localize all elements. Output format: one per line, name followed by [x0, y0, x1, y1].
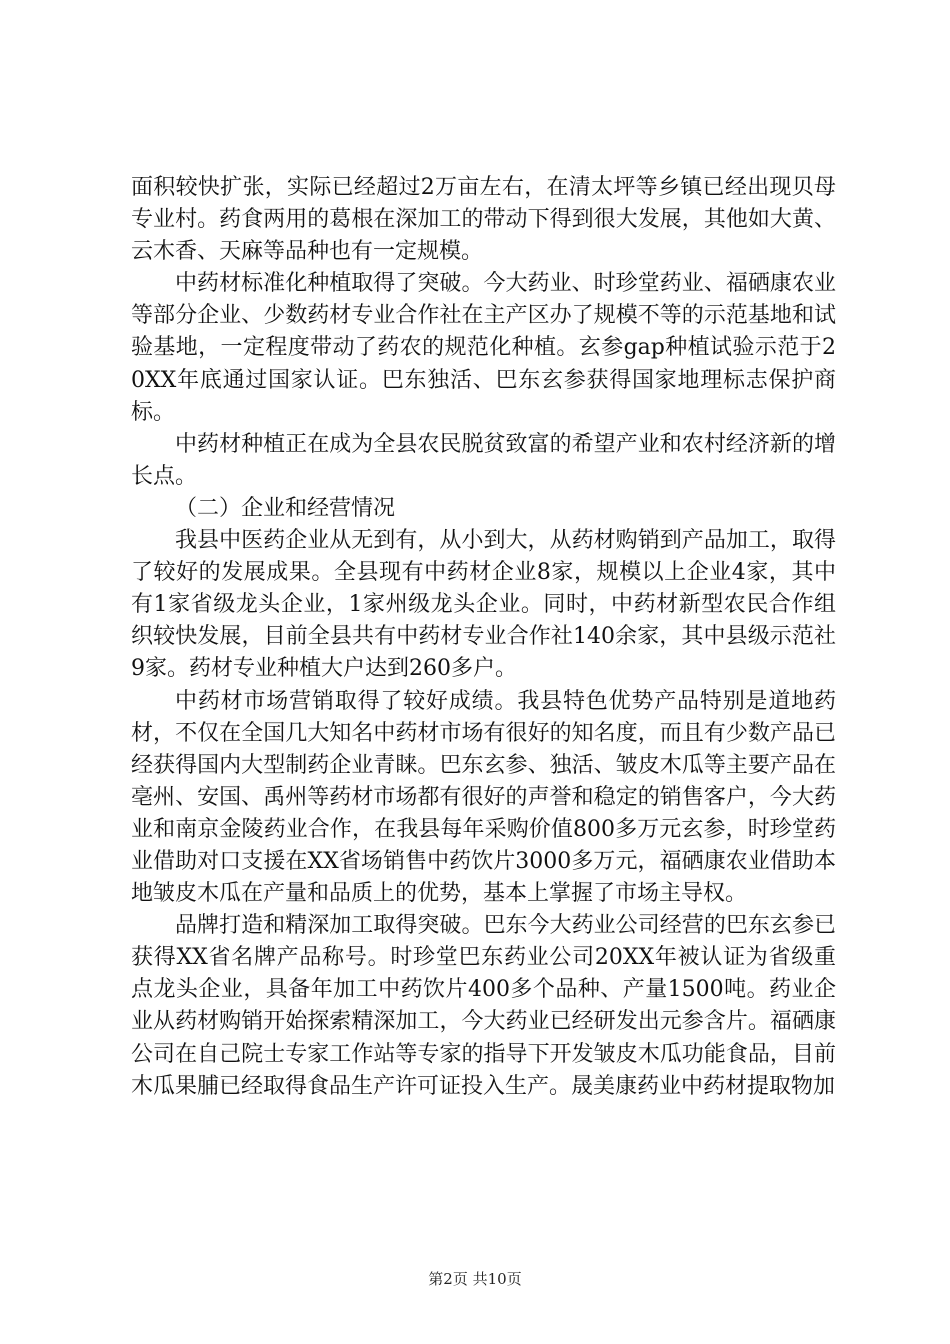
- page-number-footer: 第2页 共10页: [428, 1270, 522, 1288]
- section-heading-enterprises: （二）企业和经营情况: [175, 495, 396, 521]
- paragraph-planting-area: 面积较快扩张，实际已经超过2万亩左右，在清太坪等乡镇已经出现贝母专业村。药食两用的葛根在深加工的带动下得到很大发展，其他如大黄、云木香、天麻等品种也有一定规模。: [131, 175, 836, 265]
- paragraph-brand-processing: 品牌打造和精深加工取得突破。巴东今大药业公司经营的巴东玄参已获得XX省名牌产品称号。时珍堂巴东药业公司20XX年被认证为省级重点龙头企业，具备年加工中药饮片400多个品种、产量1500吨。药业企业从药材购销开始探索精深加工，今大药业已经研发出元参含片。福硒康公司在自己院士专家工作站等专家的指导下开发皱皮木瓜功能食品，目前木瓜果脯已经取得食品生产许可证投入生产。晟美康药业中药材提取物加: [131, 913, 836, 1099]
- paragraph-standardized-planting: 中药材标准化种植取得了突破。今大药业、时珍堂药业、福硒康农业等部分企业、少数药材专业合作社在主产区办了规模不等的示范基地和试验基地，一定程度带动了药农的规范化种植。玄参gap种植试验示范于20XX年底通过国家认证。巴东独活、巴东玄参获得国家地理标志保护商标。: [131, 271, 836, 425]
- paragraph-market-sales: 中药材市场营销取得了较好成绩。我县特色优势产品特别是道地药材，不仅在全国几大知名中药材市场有很好的知名度，而且有少数产品已经获得国内大型制药企业青睐。巴东玄参、独活、皱皮木瓜等主要产品在亳州、安国、禹州等药材市场都有很好的声誉和稳定的销售客户，今大药业和南京金陵药业合作，在我县每年采购价值800多万元玄参，时珍堂药业借助对口支援在XX省场销售中药饮片3000多万元，福硒康农业借助本地皱皮木瓜在产量和品质上的优势，基本上掌握了市场主导权。: [131, 688, 836, 907]
- document-body: [131, 172, 836, 1103]
- paragraph-enterprise-development: 我县中医药企业从无到有，从小到大，从药材购销到产品加工，取得了较好的发展成果。全县现有中药材企业8家，规模以上企业4家，其中有1家省级龙头企业，1家州级龙头企业。同时，中药材新型农民合作组织较快发展，目前全县共有中药材专业合作社140余家，其中县级示范社9家。药材专业种植大户达到260多户。: [131, 528, 836, 682]
- paragraph-growth-point: 中药材种植正在成为全县农民脱贫致富的希望产业和农村经济新的增长点。: [131, 431, 836, 489]
